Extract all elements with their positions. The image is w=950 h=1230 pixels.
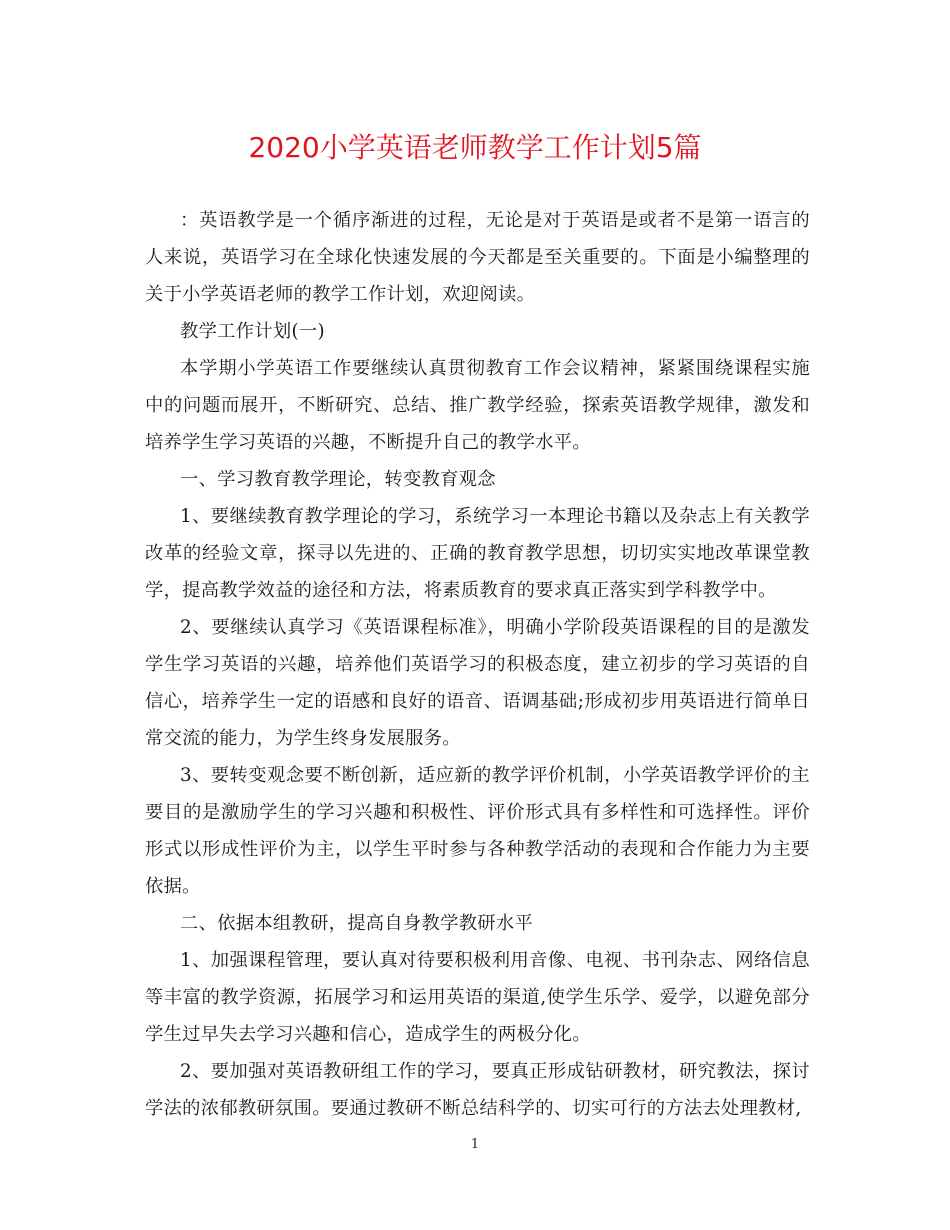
body-paragraph: 3、要转变观念要不断创新，适应新的教学评价机制，小学英语教学评价的主要目的是激励学生的学习兴趣和积极性、评价形式具有多样性和可选择性。评价形式以形成性评价为主，以学生平时参与各种教学活动的表现和合作能力为主要依据。: [145, 765, 810, 897]
body-paragraph: 2、要继续认真学习《英语课程标准》，明确小学阶段英语课程的目的是激发学生学习英语的兴趣，培养他们英语学习的积极态度，建立初步的学习英语的自信心，培养学生一定的语感和良好的语音、语调基础;形成初步用英语进行简单日常交流的能力，为学生终身发展服务。: [145, 617, 810, 749]
section-heading-plan-one: 教学工作计划(一): [180, 321, 325, 342]
section-heading-one: 一、学习教育教学理论，转变教育观念: [180, 469, 496, 490]
page-number: 1: [470, 1137, 480, 1152]
body-paragraph: 本学期小学英语工作要继续认真贯彻教育工作会议精神，紧紧围绕课程实施中的问题而展开，不断研究、总结、推广教学经验，探索英语教学规律，激发和培养学生学习英语的兴趣，不断提升自己的教学水平。: [145, 358, 810, 453]
document-title: 2020小学英语老师教学工作计划5篇: [248, 131, 702, 164]
body-paragraph: 2、要加强对英语教研组工作的学习，要真正形成钻研教材，研究教法，探讨学法的浓郁教研氛围。要通过教研不断总结科学的、切实可行的方法去处理教材,: [145, 1061, 810, 1119]
intro-paragraph: ：英语教学是一个循序渐进的过程，无论是对于英语是或者不是第一语言的人来说，英语学习在全球化快速发展的今天都是至关重要的。下面是小编整理的关于小学英语老师的教学工作计划，欢迎阅读。: [145, 210, 810, 305]
body-paragraph: 1、要继续教育教学理论的学习，系统学习一本理论书籍以及杂志上有关教学改革的经验文章，探寻以先进的、正确的教育教学思想，切切实实地改革课堂教学，提高教学效益的途径和方法，将素质教育的要求真正落实到学科教学中。: [145, 506, 810, 601]
body-paragraph: 1、加强课程管理，要认真对待要积极利用音像、电视、书刊杂志、网络信息等丰富的教学资源，拓展学习和运用英语的渠道,使学生乐学、爱学，以避免部分学生过早失去学习兴趣和信心，造成学生的两极分化。: [145, 950, 810, 1045]
document-body: [145, 202, 810, 1127]
section-heading-two: 二、依据本组教研，提高自身教学教研水平: [180, 913, 534, 934]
